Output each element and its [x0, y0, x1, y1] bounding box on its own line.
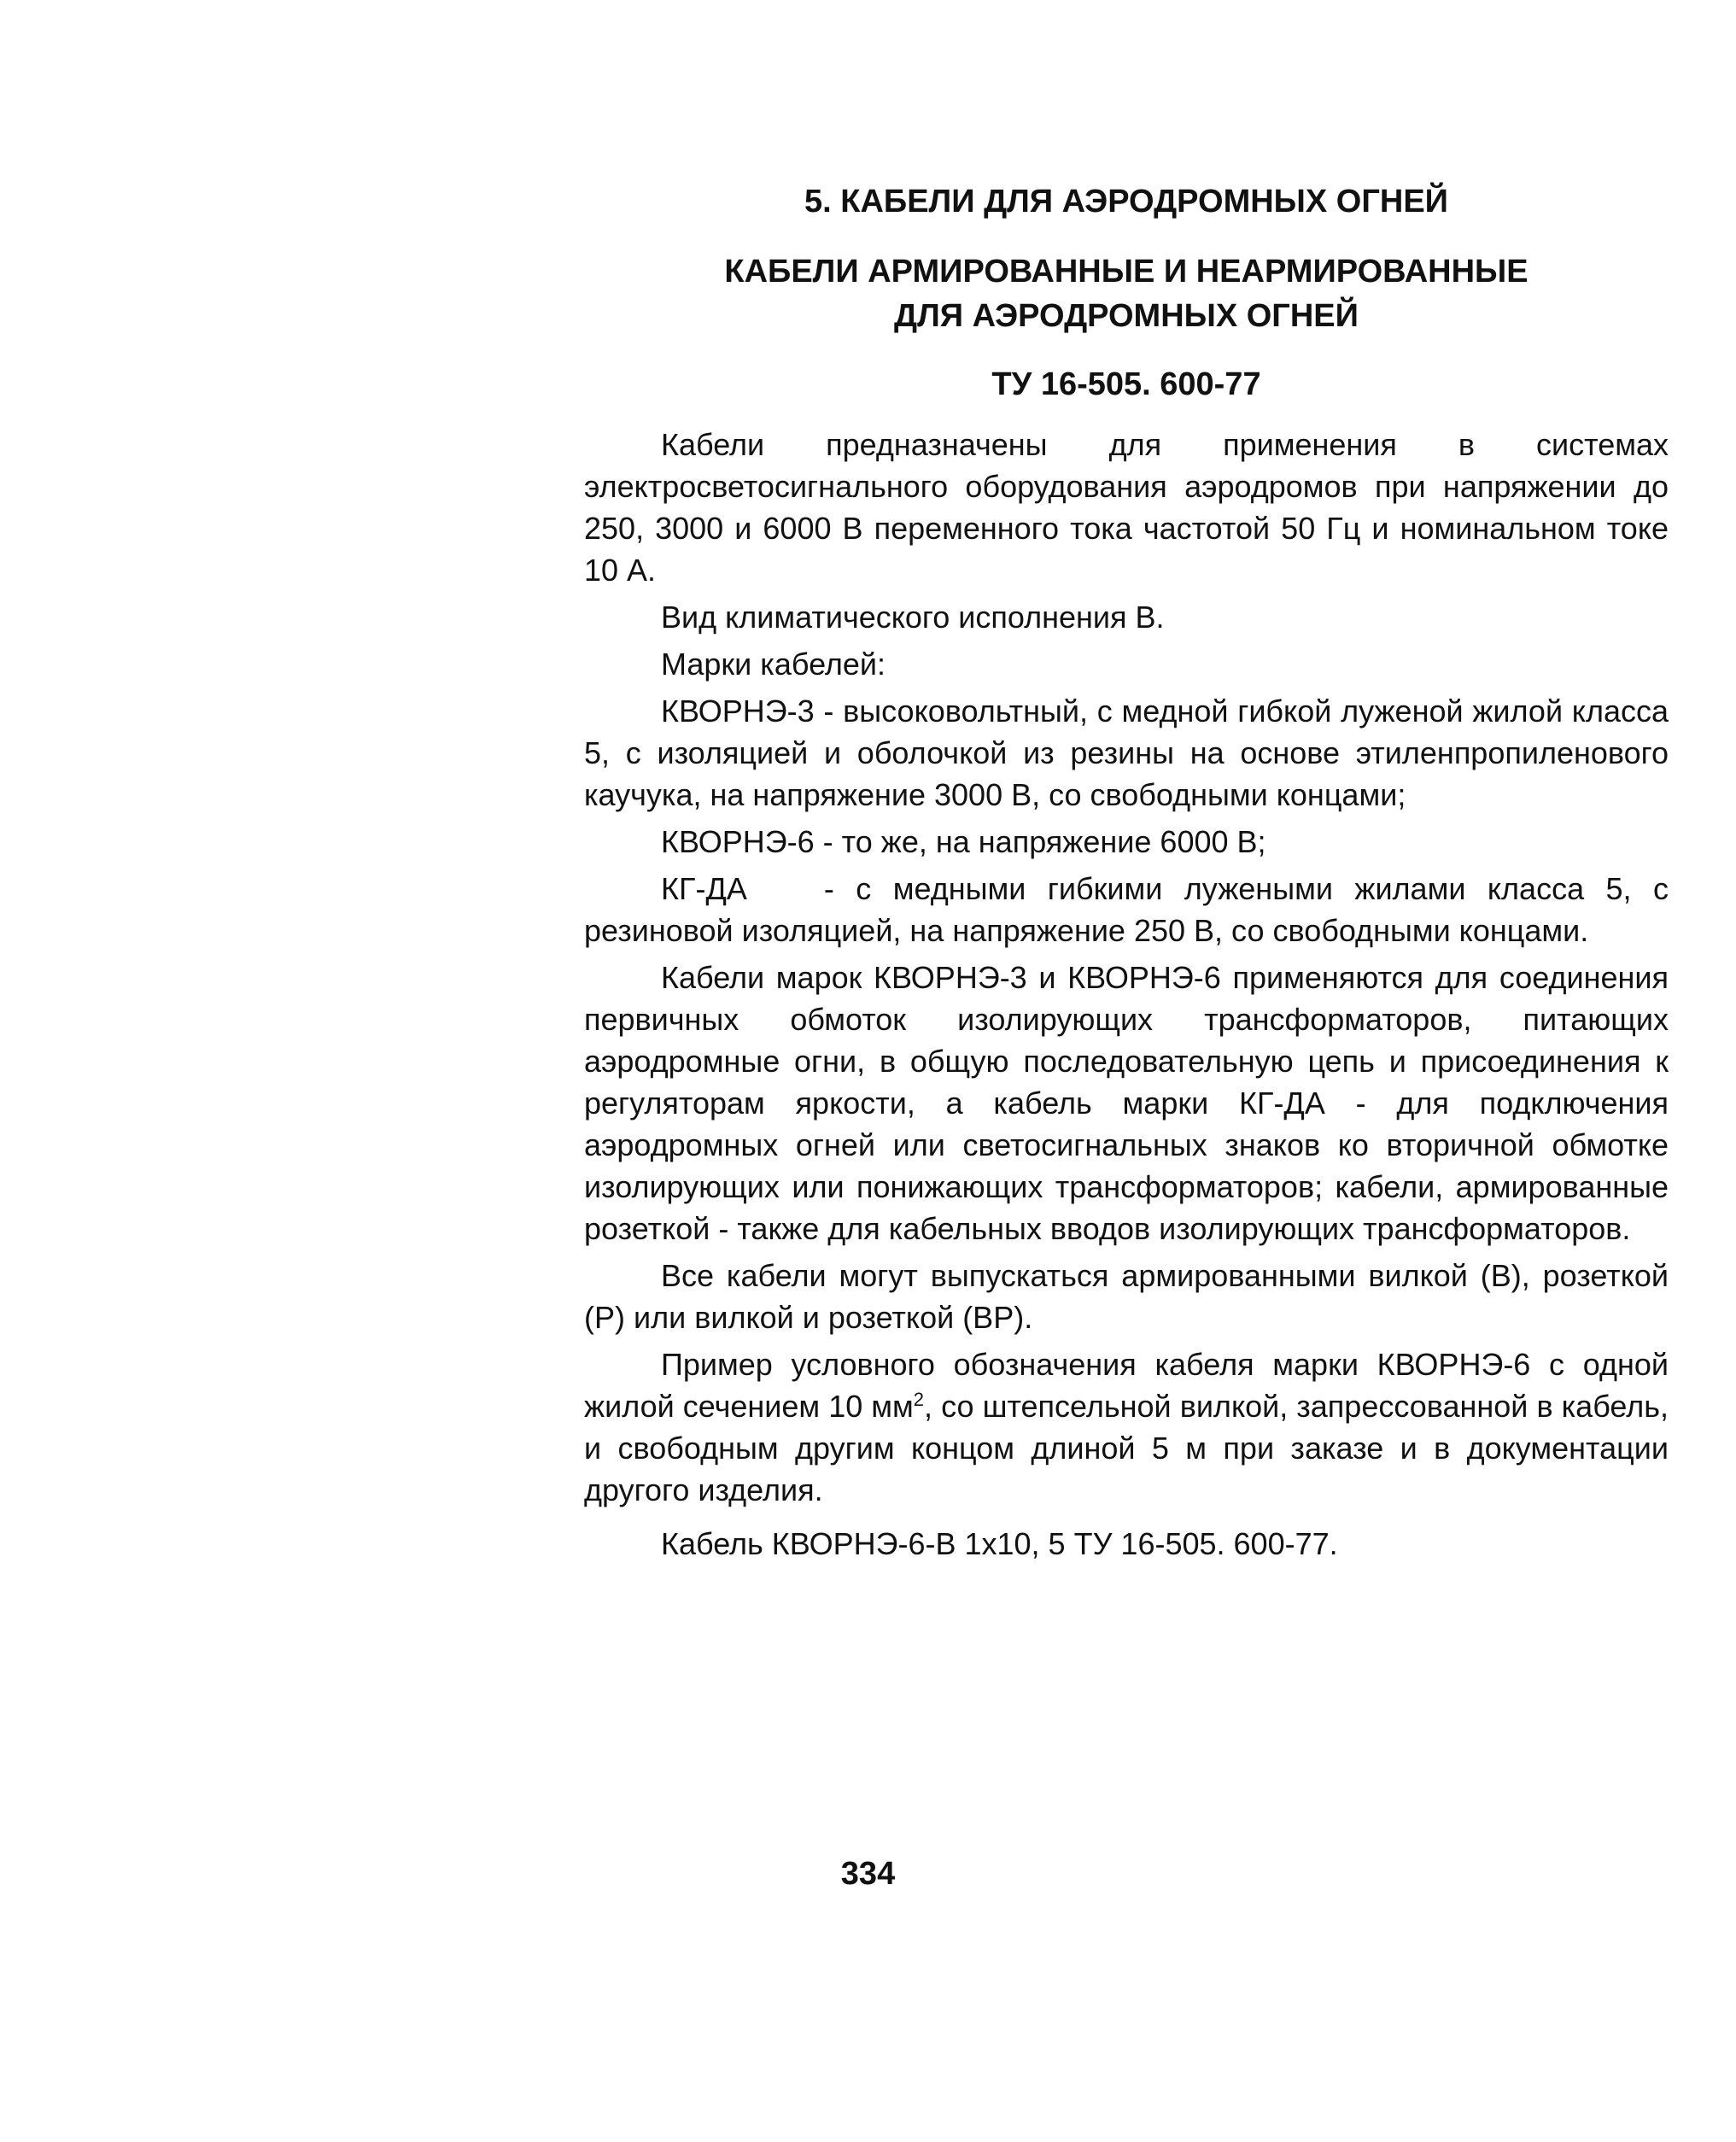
standard-code: ТУ 16-505. 600-77 [991, 366, 1261, 402]
paragraph-kvorne6: КВОРНЭ-6 - то же, на напряжение 6000 В; [661, 824, 1266, 859]
paragraph-climate: Вид климатического исполнения В. [661, 600, 1165, 635]
subtitle-line-2: ДЛЯ АЭРОДРОМНЫХ ОГНЕЙ [894, 298, 1359, 334]
subtitle-line-1: КАБЕЛИ АРМИРОВАННЫЕ И НЕАРМИРОВАННЫЕ [724, 254, 1528, 290]
superscript-two: 2 [913, 1389, 925, 1410]
example-text-start: Пример условного обозначения кабеля марки КВОРНЭ-6 с одной жилой сечением 10 мм [584, 1347, 1669, 1424]
paragraph-armoring: Все кабели могут выпускаться армированными вилкой (В), розеткой (Р) или вилкой и розеткой (ВР). [584, 1258, 1669, 1335]
kgda-brand-name: КГ-ДА [661, 871, 747, 906]
paragraph-application: Кабели марок КВОРНЭ-3 и КВОРНЭ-6 применяются для соединения первичных обмоток изолирующих трансформаторов, питающих аэродромные огни, в общую последовательную цепь и присоединения к регуляторам яркости, а кабель марки КГ-ДА - для подключения аэродромных огней или светосигнальных знаков ко вторичной обмотке изолирующих или понижающих трансформаторов; кабели, армированные розеткой - также для кабельных вводов изолирующих трансформаторов. [584, 960, 1669, 1246]
paragraph-purpose: Кабели предназначены для применения в системах электросветосигнального оборудования аэродромов при напряжении до 250, 3000 и 6000 В переменного тока частотой 50 Гц и номинальном токе 10 А. [584, 427, 1669, 588]
example-text-end: , со штепсельной вилкой, запрессованной в кабель, и свободным другим концом длиной 5 м при заказе и в документации другого изделия. [584, 1389, 1669, 1507]
paragraph-brands-heading: Марки кабелей: [661, 647, 886, 682]
page-number: 334 [840, 1856, 896, 1892]
paragraph-kvorne3: КВОРНЭ-3 - высоковольтный, с медной гибкой луженой жилой класса 5, с изоляцией и оболочкой из резины на основе этиленпропиленового каучука, на напряжение 3000 В, со свободными концами; [584, 694, 1669, 812]
paragraph-kgda [584, 868, 1669, 951]
kgda-description: - с медными гибкими лужеными жилами класса 5, с резиновой изоляцией, на напряжение 250 В, со свободными концами. [584, 871, 1669, 948]
paragraph-example [584, 1343, 1669, 1511]
document-page [584, 162, 1669, 1565]
paragraph-designation: Кабель КВОРНЭ-6-В 1х10, 5 ТУ 16-505. 600-77. [661, 1526, 1338, 1561]
section-title: 5. КАБЕЛИ ДЛЯ АЭРОДРОМНЫХ ОГНЕЙ [804, 184, 1448, 219]
